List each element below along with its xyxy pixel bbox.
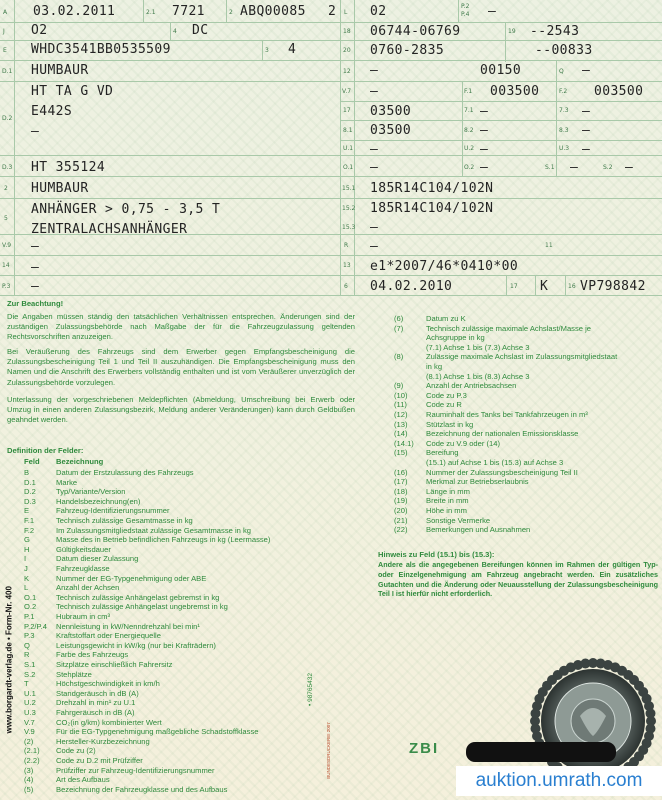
definition-text: (15.1) auf Achse 1 bis (15.3) auf Achse 3 <box>426 458 564 467</box>
code-12: 12 <box>343 68 351 75</box>
code-15-3: 15.3 <box>342 224 356 231</box>
height-mm: 0760-2835 <box>370 43 445 58</box>
definition-key: B <box>24 468 30 477</box>
notes-paragraph-3: Unterlassung der vorgeschriebenen Meldepflichten (Abmeldung, Umschreibung bei Erwerb oder Umzug in einen anderen Zulassungsbezirk, Meldung anderer Veränderungen) kann durch Geldbußen geahndet werden. <box>7 395 355 425</box>
tank-volume: – <box>370 63 379 78</box>
code-14: 14 <box>2 262 10 269</box>
code-A: A <box>3 9 8 16</box>
definition-key: (21) <box>394 515 408 525</box>
definition-key: (22) <box>394 525 408 535</box>
definition-key: (16) <box>394 467 408 477</box>
length-mm: 06744-06769 <box>370 24 461 39</box>
tyres-axle-3: – <box>370 220 379 235</box>
definition-text: Fahrzeugklasse <box>56 564 110 573</box>
definition-text: Zulässige maximale Achslast im Zulassungsmitgliedstaat <box>426 352 618 362</box>
definition-key: (12) <box>394 410 408 419</box>
definition-text: Höchstgeschwindigkeit in km/h <box>56 679 160 689</box>
definition-text: Im Zulassungsmitgliedstaat zulässige Gesamtmasse in kg <box>56 525 251 535</box>
definition-key: (11) <box>394 400 407 410</box>
definition-text: Bemerkungen und Ausnahmen <box>426 525 531 535</box>
definition-text: Technisch zulässige Gesamtmasse in kg <box>56 516 193 525</box>
definition-text: Fahrgeräusch in dB (A) <box>56 708 135 717</box>
definition-text: Hersteller-Kurzbezeichnung <box>56 736 150 746</box>
zbi-label: ZBI <box>409 740 440 757</box>
field-12-value: 00150 <box>480 63 522 78</box>
redaction-bar <box>466 742 616 762</box>
axle-8-1: 03500 <box>370 123 412 138</box>
definition-key: K <box>24 573 30 583</box>
definition-text: Anzahl der Achsen <box>56 583 120 593</box>
watermark: auktion.umrath.com <box>456 766 662 796</box>
definition-key: D.2 <box>24 487 36 497</box>
field-2-value: ABQ00085 <box>240 4 306 19</box>
code-R: R <box>344 242 349 249</box>
emission-class: – <box>31 239 40 254</box>
code-4: 4 <box>173 28 177 35</box>
body-type-code: DC <box>192 23 209 38</box>
definition-key: D.3 <box>24 496 36 506</box>
axle-7-3: – <box>582 104 591 119</box>
definition-text: Fahrzeug-Identifizierungsnummer <box>56 506 170 516</box>
code-16: 16 <box>568 283 576 290</box>
definition-text: Prüfziffer zur Fahrzeug-Identifizierungsnummer <box>56 765 215 775</box>
definition-key: P.2/P.4 <box>24 621 47 631</box>
tyres-axle-1: 185R14C104/102N <box>370 181 494 196</box>
definition-text: Anzahl der Antriebsachsen <box>426 381 517 391</box>
code-E: E <box>3 47 7 54</box>
code-6: 6 <box>344 283 348 290</box>
code-11: 11 <box>545 242 553 249</box>
code-13: 13 <box>343 262 351 269</box>
type: HT TA G VD <box>31 84 114 99</box>
field-2-1-value: 7721 <box>172 4 205 19</box>
definition-text: Länge in mm <box>426 486 470 496</box>
power-rating: – <box>488 4 497 19</box>
notes-paragraph-2: Bei Veräußerung des Fahrzeugs sind dem Erwerber gegen Empfangsbescheinigung die Zulassungsbescheinigung Teil 1 und Teil II auszuhändigen. Die Empfangsbescheinigung muss den Namen und die Anschrift des Erwerbers vollständig enthalten und ist vom Veräußerer unverzüglich der Zulassungsbehörde vorzulegen. <box>7 347 355 387</box>
definition-key: V.7 <box>24 717 35 727</box>
code-17b: 17 <box>510 283 518 290</box>
definition-text: Bezeichnung der Fahrzeugklasse und des Aufbaus <box>56 784 228 794</box>
axle-8-3: – <box>582 123 591 138</box>
definition-text: Datum zu K <box>426 314 466 323</box>
definition-key: R <box>24 650 30 660</box>
definition-key: (20) <box>394 506 408 515</box>
definition-text: Technisch zulässige Anhängelast gebremst in kg <box>56 592 220 602</box>
definition-text: Bereifung <box>426 448 459 458</box>
code-L: L <box>344 9 348 16</box>
definition-text: Achsgruppe in kg <box>426 333 485 343</box>
code-8-3: 8.3 <box>559 127 569 134</box>
code-V9: V.9 <box>2 242 12 249</box>
code-U1: U.1 <box>343 145 354 152</box>
notes-paragraph-1: Die Angaben müssen ständig den tatsächlichen Verhältnissen entsprechen. Änderungen sind der zuständigen Zulassungsbehörde nach Maßgabe der für die Fahrzeugzulassung geltenden Rechtsvorschriften anzuzeigen. <box>7 312 355 342</box>
definition-key: (14) <box>394 429 408 439</box>
hint-heading: Hinweis zu Feld (15.1) bis (15.3): <box>378 550 495 559</box>
code-O2: O.2 <box>464 164 475 171</box>
definition-key: (4) <box>24 775 34 785</box>
code-5: 5 <box>4 215 8 222</box>
axle-7-1: – <box>480 104 489 119</box>
definition-key: (7) <box>394 323 404 333</box>
definition-key: O.2 <box>24 602 37 612</box>
hint-text: Andere als die angegebenen Bereifungen können im Rahmen der gültigen Typ- oder Einzelgenehmigung am Fahrzeug angebracht werden. Ein zusätzliches Gutachten und die Änderung oder Neuausstellung der Zulassungsbescheinigung Teil I ist hierfür nicht erforderlich. <box>378 560 658 599</box>
code-S1: S.1 <box>545 164 555 171</box>
code-D1: D.1 <box>2 68 13 75</box>
definition-key: (2.1) <box>24 746 40 756</box>
definition-key: S.2 <box>24 669 36 679</box>
standing-noise: – <box>370 142 379 157</box>
code-O1: O.1 <box>343 164 354 171</box>
colour: – <box>370 239 379 254</box>
vin-check-digit: 4 <box>288 42 297 57</box>
definition-key: G <box>24 535 30 545</box>
type-approval-number: e1*2007/46*0410*00 <box>370 259 519 274</box>
number-of-axles: 02 <box>370 4 387 19</box>
definition-text: Nennleistung in kW/Nenndrehzahl bei min¹ <box>56 621 200 631</box>
variant: E442S <box>31 104 73 119</box>
definition-key: P.3 <box>24 631 35 641</box>
code-P2P4: P.2 P.4 <box>461 3 470 18</box>
definition-key: (15) <box>394 448 408 458</box>
code-S2: S.2 <box>603 164 613 171</box>
definition-text: Kraftstoffart oder Energiequelle <box>56 631 161 641</box>
definition-key: (17) <box>394 477 408 487</box>
field-20-right: --00833 <box>535 43 593 58</box>
definition-key: (8) <box>394 352 404 362</box>
definition-key: Q <box>24 640 30 650</box>
code-15-1: 15.1 <box>342 185 356 192</box>
definition-key: O.1 <box>24 592 37 602</box>
code-20: 20 <box>343 47 351 54</box>
definitions-col-field: Feld <box>24 457 40 466</box>
definition-key: (9) <box>394 381 404 391</box>
definition-key: (14.1) <box>394 438 414 448</box>
definition-text: in kg <box>426 362 443 371</box>
part-two-number: VP798842 <box>580 279 646 294</box>
definition-key: (5) <box>24 784 34 794</box>
definition-key: V.9 <box>24 727 35 737</box>
definition-text: Bezeichnung der nationalen Emissionsklasse <box>426 429 579 439</box>
code-Q: Q <box>559 68 564 75</box>
definition-text: Hubraum in cm³ <box>56 612 111 621</box>
definition-text: Technisch zulässige maximale Achslast/Masse je <box>426 323 592 333</box>
field-2-check-digit: 2 <box>328 4 337 19</box>
definition-text: Breite in mm <box>426 496 469 506</box>
tyres-axle-2: 185R14C104/102N <box>370 201 494 216</box>
co2-value: – <box>370 84 379 99</box>
trade-name: HT 355124 <box>31 160 106 175</box>
definition-text: Standgeräusch in dB (A) <box>56 688 139 698</box>
definition-text: Art des Aufbaus <box>56 775 110 785</box>
definition-text: Masse des in Betrieb befindlichen Fahrzeugs in kg (Leermasse) <box>56 535 271 545</box>
definition-text: Sonstige Vermerke <box>426 515 491 525</box>
make: HUMBAUR <box>31 63 89 78</box>
code-2b: 2 <box>4 185 8 192</box>
standing-places: – <box>625 160 634 175</box>
code-18: 18 <box>343 28 351 35</box>
code-7-1: 7.1 <box>464 107 474 114</box>
definition-key: (18) <box>394 486 408 496</box>
driving-noise: – <box>582 142 591 157</box>
definition-text: Nummer der Zulassungsbescheinigung Teil II <box>426 467 578 477</box>
definition-key: D.1 <box>24 477 36 487</box>
width-mm: --2543 <box>530 24 580 39</box>
vehicle-class: O2 <box>31 23 48 38</box>
code-15-2: 15.2 <box>342 205 356 212</box>
code-3: 3 <box>265 47 269 54</box>
definition-text: Technisch zulässige Anhängelast ungebremst in kg <box>56 602 228 612</box>
definition-text: Gültigkeitsdauer <box>56 544 111 554</box>
code-F2: F.2 <box>559 88 568 95</box>
definition-key: (2) <box>24 736 34 746</box>
definition-text: CO₂(in g/km) kombinierter Wert <box>56 717 162 727</box>
definition-key: I <box>24 554 27 564</box>
engine-speed: – <box>480 142 489 157</box>
definition-key: (19) <box>394 496 408 506</box>
code-P3: P.3 <box>2 283 11 290</box>
definition-text: (8.1) Achse 1 bis (8.3) Achse 3 <box>426 371 530 381</box>
manufacturer: HUMBAUR <box>31 181 89 196</box>
gross-mass-technical: 003500 <box>490 84 540 99</box>
definition-text: Handelsbezeichnung(en) <box>56 496 141 506</box>
definition-text: Höhe in mm <box>426 506 467 515</box>
towing-braked: – <box>370 160 379 175</box>
publisher-vertical: www.borgardt-verlag.de • Form-Nr. 400 <box>4 586 14 734</box>
code-D3: D.3 <box>2 164 13 171</box>
definition-key: U.3 <box>24 708 36 717</box>
definition-key: (2.2) <box>24 756 40 765</box>
code-U2: U.2 <box>464 145 475 152</box>
code-V7: V.7 <box>342 88 352 95</box>
definition-text: Nummer der EG-Typgenehmigung oder ABE <box>56 573 207 583</box>
seats: – <box>570 160 579 175</box>
code-F1: F.1 <box>464 88 473 95</box>
version: – <box>31 124 40 139</box>
definition-key: (10) <box>394 390 408 400</box>
approval-date: 04.02.2010 <box>370 279 453 294</box>
definition-text: Für die EG-Typgenehmigung maßgebliche Schadstoffklasse <box>56 727 259 737</box>
gross-mass-permitted: 003500 <box>594 84 644 99</box>
code-J: J <box>3 28 5 35</box>
definition-key: E <box>24 506 30 516</box>
definition-key: (13) <box>394 419 408 429</box>
first-registration-date: 03.02.2011 <box>33 4 116 19</box>
definition-key: P.1 <box>24 612 35 621</box>
definition-text: Code zu P.3 <box>426 390 467 400</box>
definition-text: Drehzahl in min¹ zu U.1 <box>56 698 136 708</box>
code-8-2: 8.2 <box>464 127 474 134</box>
power-weight: – <box>582 63 591 78</box>
definition-key: (3) <box>24 765 34 775</box>
definition-key: T <box>24 679 29 689</box>
code-17: 17 <box>343 107 351 114</box>
definition-text: Rauminhalt des Tanks bei Tankfahrzeugen in m³ <box>426 410 588 419</box>
code-8-1: 8.1 <box>343 127 353 134</box>
class-description-line2: ZENTRALACHSANHÄNGER <box>31 222 188 237</box>
definition-key: F.2 <box>24 525 35 535</box>
national-emission-class: – <box>31 260 40 275</box>
fuel-type: – <box>31 279 40 294</box>
definitions-col-description: Bezeichnung <box>56 457 104 466</box>
definition-text: Stützlast in kg <box>426 419 474 429</box>
code-2: 2 <box>229 9 233 16</box>
code-D2: D.2 <box>2 115 13 122</box>
definition-text: Code zu V.9 oder (14) <box>426 438 501 448</box>
registration-form <box>0 0 662 296</box>
definition-text: Farbe des Fahrzeugs <box>56 650 129 660</box>
definition-key: S.1 <box>24 660 36 669</box>
definitions-heading: Definition der Felder: <box>7 446 84 455</box>
code-7-3: 7.3 <box>559 107 569 114</box>
code-19: 19 <box>508 28 516 35</box>
axle-8-2: – <box>480 123 489 138</box>
definition-text: Code zu D.2 mit Prüfziffer <box>56 756 143 765</box>
code-U3: U.3 <box>559 145 570 152</box>
definition-text: Code zu R <box>426 400 462 410</box>
definition-key: U.1 <box>24 688 36 698</box>
approval-feature: K <box>540 279 549 294</box>
definition-text: Sitzplätze einschließlich Fahrersitz <box>56 660 173 669</box>
definition-text: (7.1) Achse 1 bis (7.3) Achse 3 <box>426 342 530 352</box>
definition-key: U.2 <box>24 698 36 708</box>
vin: WHDC3541BB0535509 <box>31 42 171 57</box>
definition-key: H <box>24 544 30 554</box>
class-description-line1: ANHÄNGER > 0,75 - 3,5 T <box>31 202 221 217</box>
definition-key: L <box>24 583 29 593</box>
towing-unbraked: – <box>480 160 489 175</box>
definition-text: Marke <box>56 477 78 487</box>
definition-text: Code zu (2) <box>56 746 96 756</box>
definition-text: Leistungsgewicht in kW/kg (nur bei Krafträdern) <box>56 640 216 650</box>
definition-text: Typ/Variante/Version <box>56 487 126 497</box>
serial-vertical: • 98765432 <box>307 672 315 707</box>
definition-key: J <box>24 564 28 573</box>
definition-key: (6) <box>394 314 404 323</box>
notes-heading: Zur Beachtung! <box>7 299 64 308</box>
definition-text: Datum dieser Zulassung <box>56 554 139 564</box>
code-2-1: 2.1 <box>146 9 156 16</box>
printer-vertical: BUNDESDRUCKEREI 2007 <box>325 722 331 779</box>
definition-text: Datum der Erstzulassung des Fahrzeugs <box>56 468 194 477</box>
definition-key: F.1 <box>24 516 35 525</box>
definition-text: Stehplätze <box>56 669 92 679</box>
definition-text: Merkmal zur Betriebserlaubnis <box>426 477 529 487</box>
axle-load: 03500 <box>370 104 412 119</box>
